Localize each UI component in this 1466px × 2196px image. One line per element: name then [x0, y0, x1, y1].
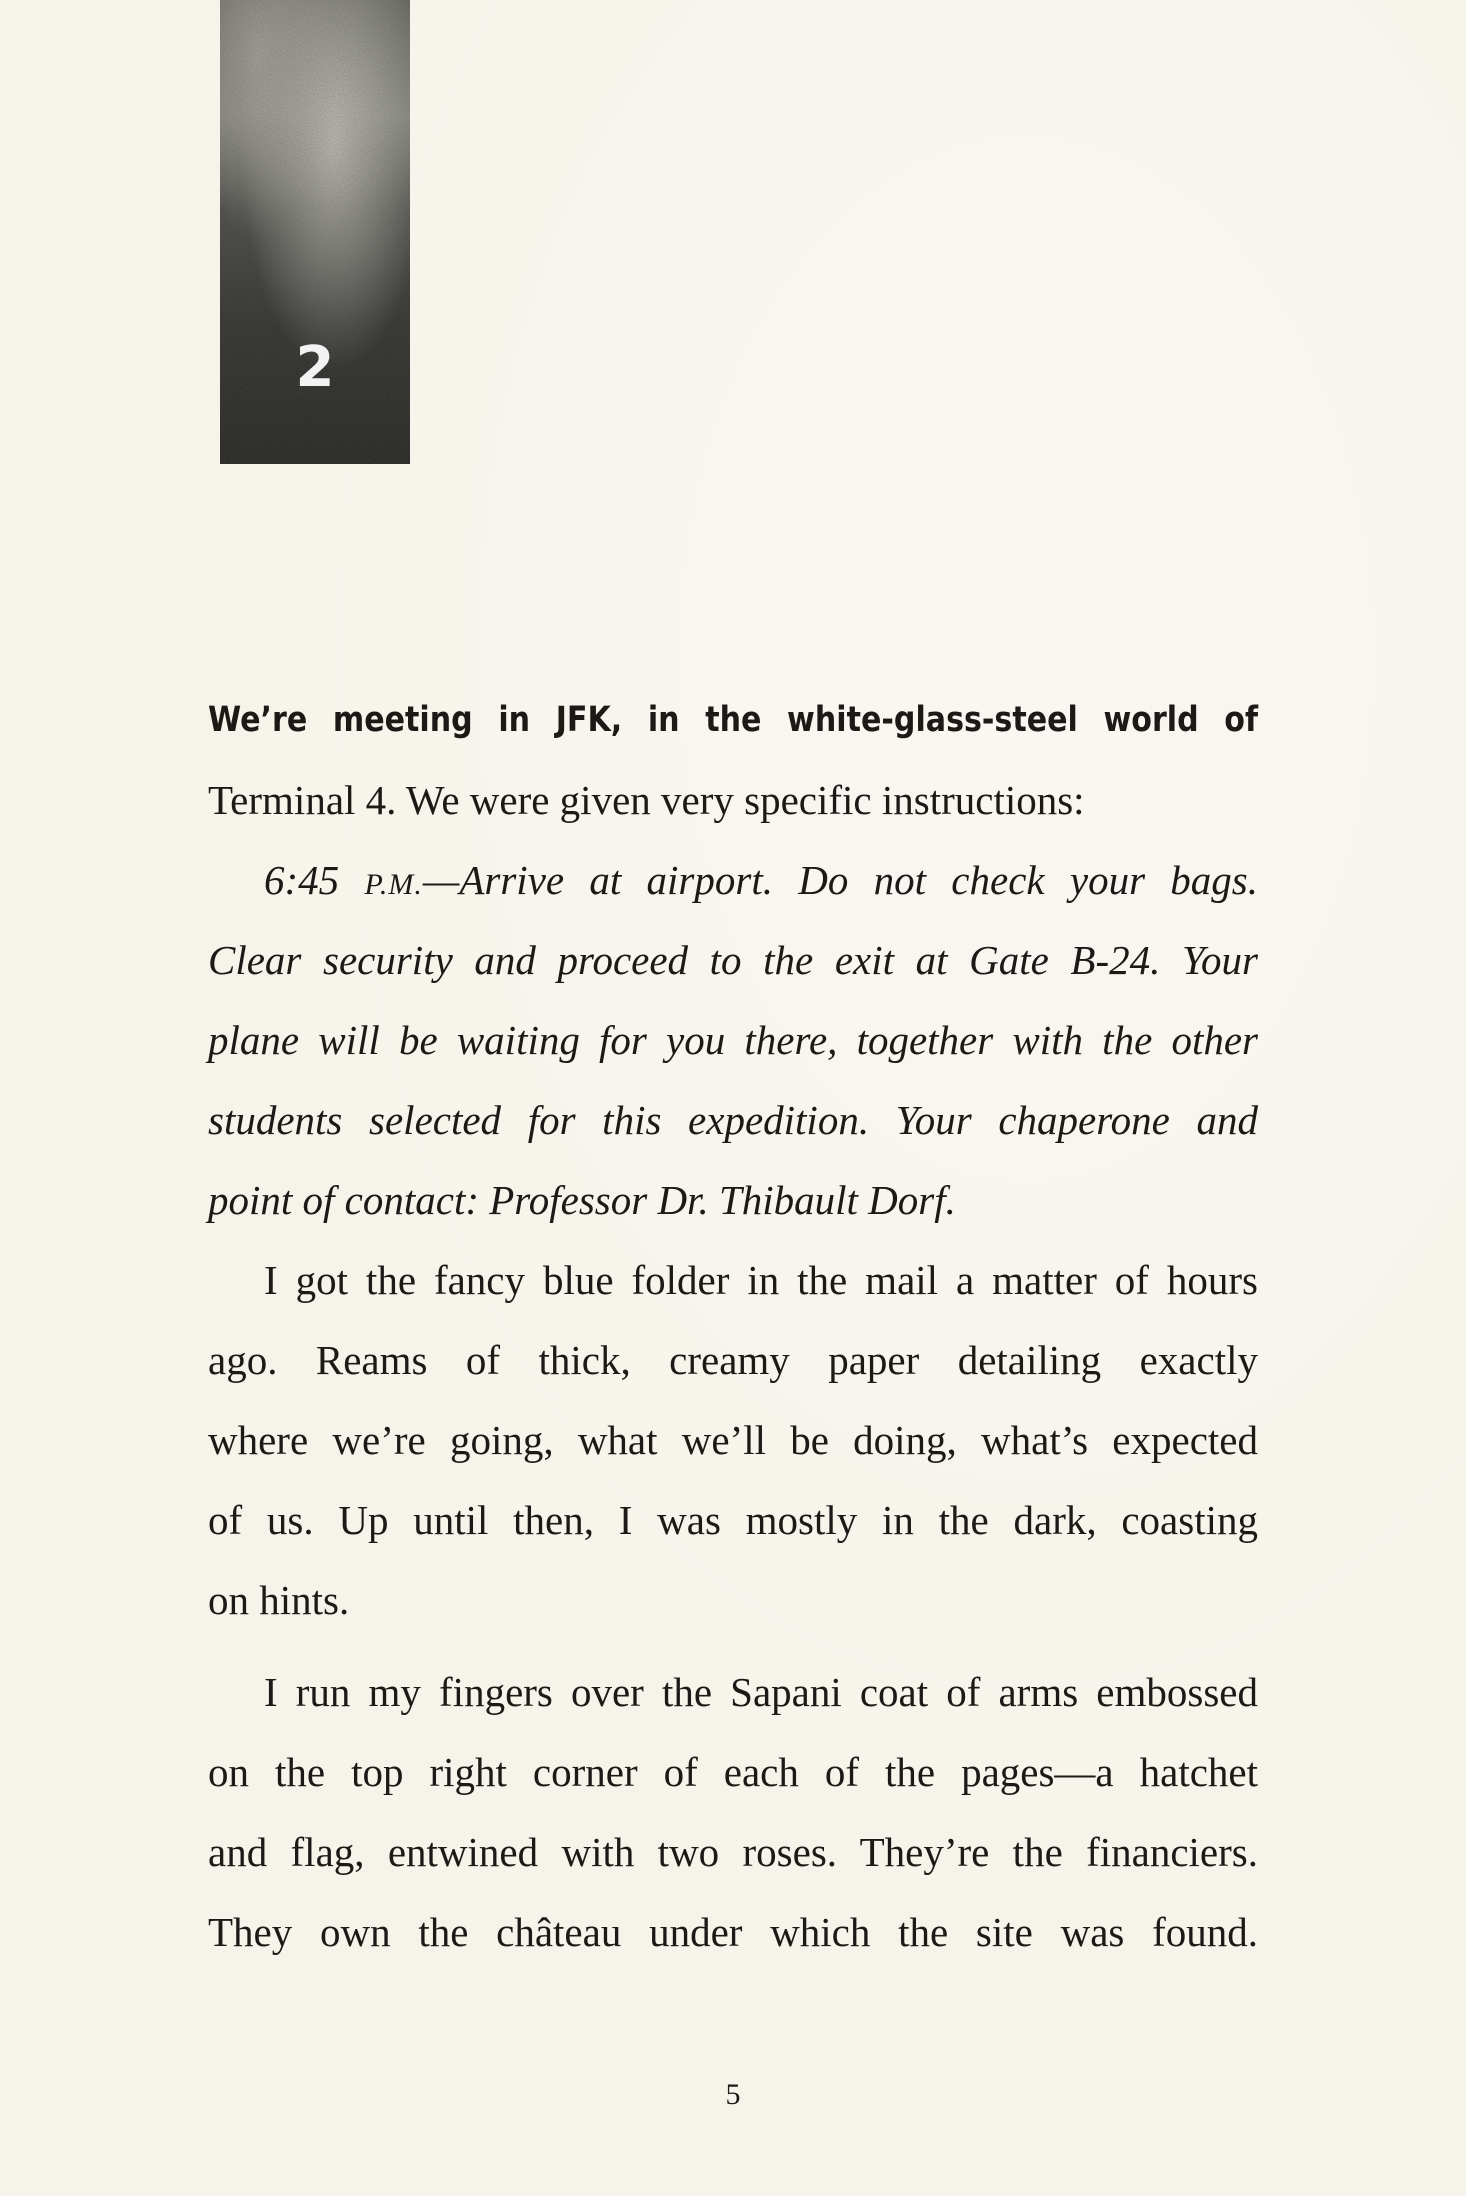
instructions-time: 6:45 — [264, 857, 365, 903]
sapani-line-4: They own the château under which the site was found. — [208, 1909, 1258, 1955]
instructions-line-1-rest: —Arrive at airport. Do not check your bags. — [422, 857, 1259, 903]
instructions-line-4: students selected for this expedition. Your chaperone and — [208, 1097, 1258, 1143]
folder-line-1: I got the fancy blue folder in the mail a matter of hours — [264, 1257, 1258, 1303]
instructions-line-2: Clear security and proceed to the exit at Gate B-24. Your — [208, 937, 1258, 983]
chapter-number: 2 — [295, 335, 335, 400]
folder-line-4: of us. Up until then, I was mostly in the dark, coasting — [208, 1497, 1258, 1543]
instructions-line-1 — [208, 840, 1258, 920]
sapani-line-1: I run my fingers over the Sapani coat of arms embossed — [264, 1669, 1258, 1715]
opening-lead-line: We’re meeting in JFK, in the white-glass-steel world of — [208, 700, 1259, 740]
instructions-line-5: point of contact: Professor Dr. Thibault Dorf. — [208, 1177, 956, 1223]
folder-line-3: where we’re going, what we’ll be doing, what’s expected — [208, 1417, 1258, 1463]
folder-line-2: ago. Reams of thick, creamy paper detailing exactly — [208, 1337, 1258, 1383]
chapter-photo-block — [220, 0, 410, 464]
page-number: 5 — [725, 2078, 741, 2111]
instructions-meridiem: P.M. — [364, 868, 423, 901]
chapter-text — [208, 680, 1258, 1972]
sapani-line-3: and flag, entwined with two roses. They’re the financiers. — [208, 1829, 1258, 1875]
opening-line: Terminal 4. We were given very specific instructions: — [208, 777, 1085, 823]
folder-line-5: on hints. — [208, 1577, 350, 1623]
instructions-line-3: plane will be waiting for you there, together with the other — [208, 1017, 1258, 1063]
sapani-line-2: on the top right corner of each of the pages—a hatchet — [208, 1749, 1258, 1795]
